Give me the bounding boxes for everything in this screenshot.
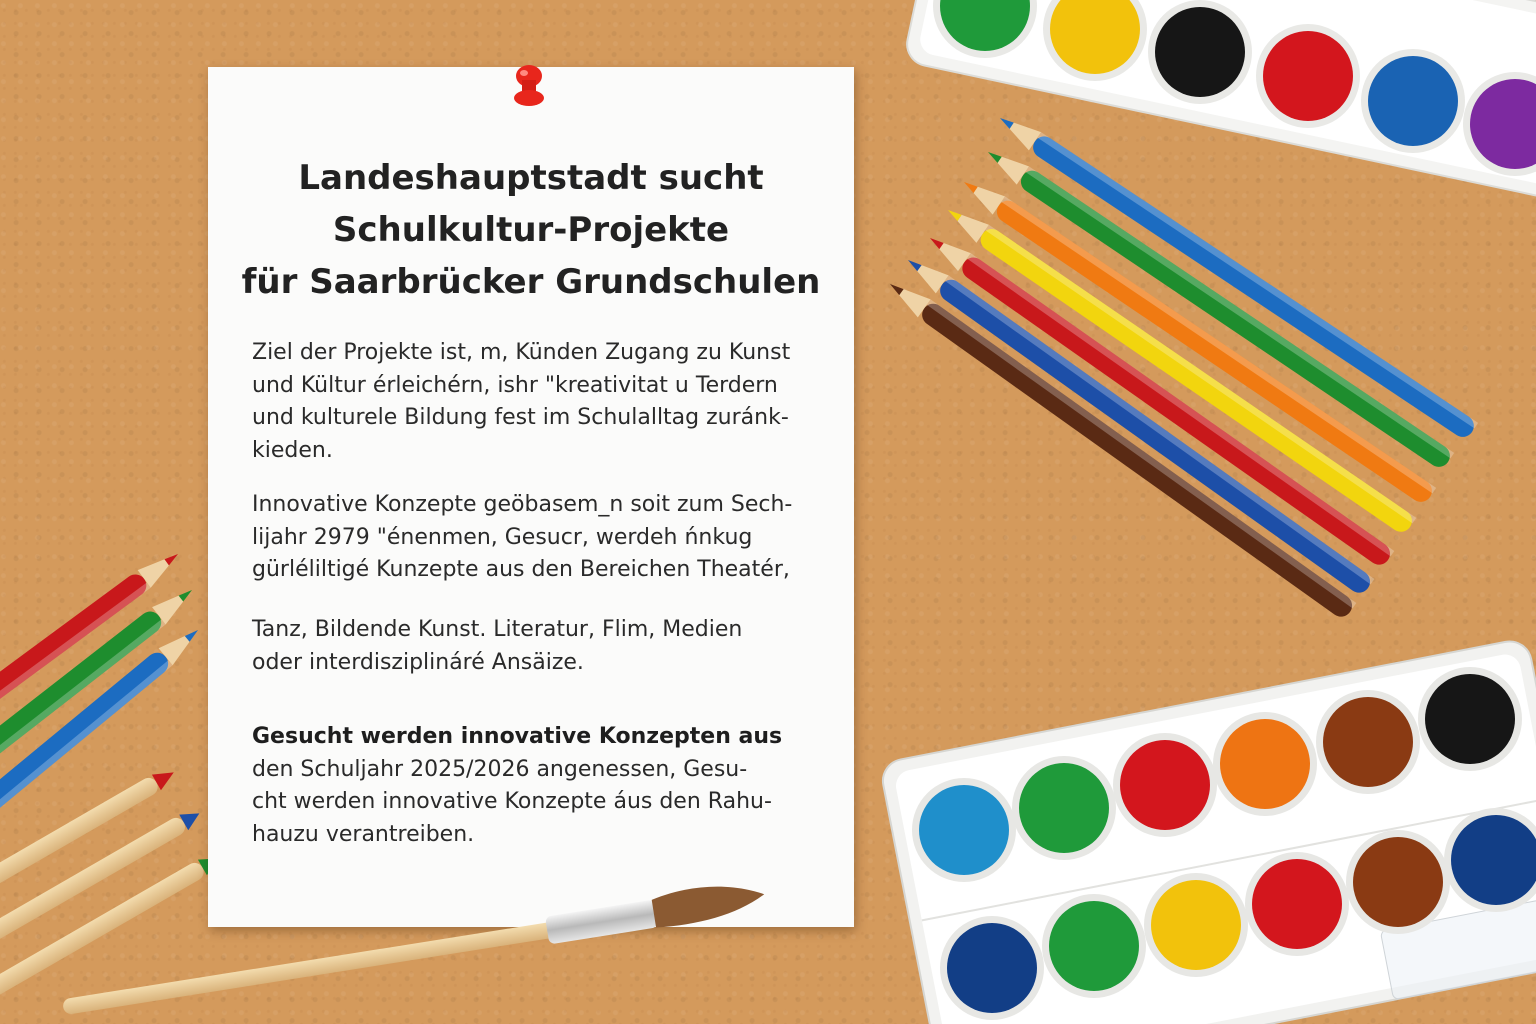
paintbrush-handle [62, 921, 558, 1015]
poster-paragraph-4-heading: Gesucht werden innovative Konzepten aus [252, 724, 783, 749]
poster-paragraph-1: Ziel der Projekte ist, m, Künden Zugang zu Kunst und Kültur érleichérn, ishr "kreativitat u Terdern und kulturele Bildung fest im Schulalltag zuránk- kieden. [252, 340, 791, 463]
poster-title: Landeshauptstadt sucht Schulkultur-Projekte für Saarbrücker Grundschulen [241, 158, 821, 302]
poster-paragraph-4 [252, 721, 832, 851]
paintbrush-bristles [651, 878, 767, 929]
poster-paragraph-3: Tanz, Bildende Kunst. Literatur, Flim, Medien oder interdisziplináré Ansäize. [252, 617, 743, 675]
poster-paragraph-2: Innovative Konzepte geöbasem_n soit zum Sech- lijahr 2979 "énenmen, Gesucr, werdeh ńnkug gürléliltigé Kunzepte aus den Bereichen Theatér, [252, 492, 793, 582]
push-pin-icon [511, 64, 547, 108]
paintbrush-ferrule [545, 900, 658, 945]
poster-paragraph-4-body: den Schuljahr 2025/2026 angenessen, Gesu- cht werden innovative Konzepte áus den Rahu- hauzu verantreiben. [252, 756, 772, 847]
